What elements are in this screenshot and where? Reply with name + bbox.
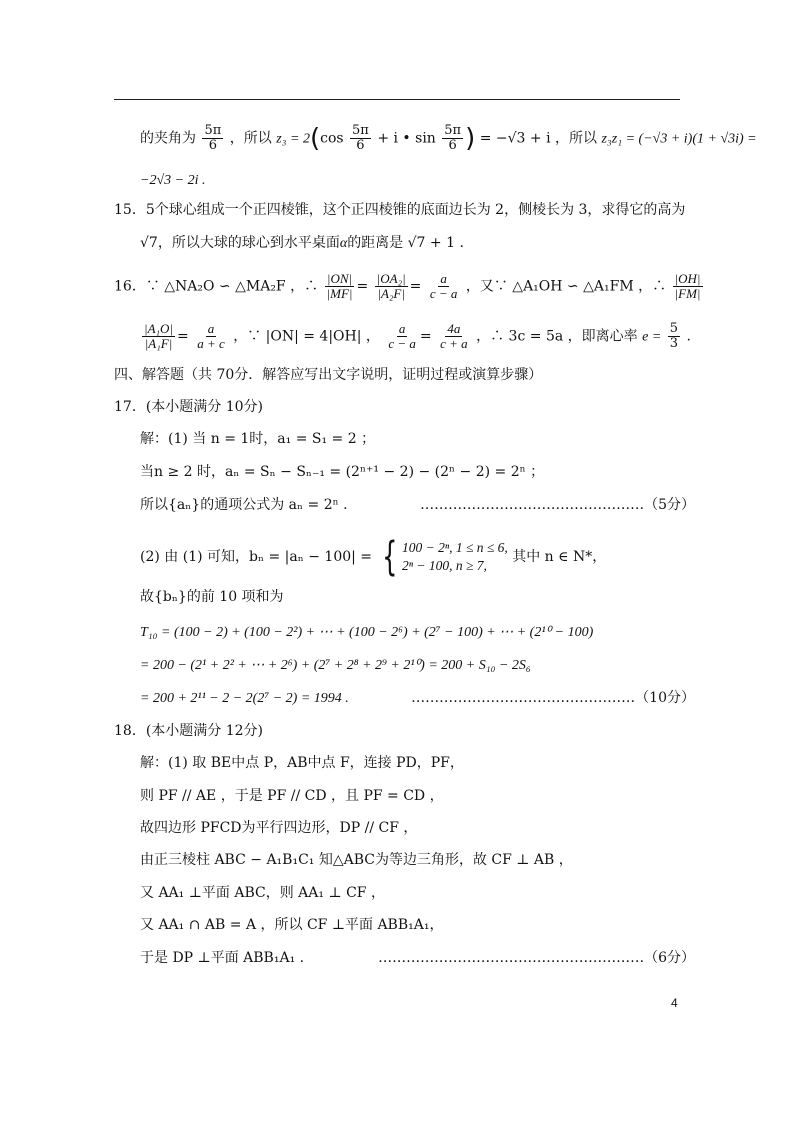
text: ，所以	[555, 130, 598, 147]
line-angle: 的夹角为 $\frac{5\pi}{6}$ ，所以 z₃ = 2(cos $\frac{5\pi}{6}$ + i • sin $\frac{5\pi}{6}$ ) = −√3 + i ，所以 z₃z₁ = (−√3 + i)(1 + √3i) =	[140, 123, 757, 154]
p15-line2	[140, 233, 464, 254]
q17-line: 所以{aₙ}的通项公式为 aₙ = 2ⁿ .	[140, 497, 348, 513]
p15-line1: 15．5个球心组成一个正四棱锥，这个正四棱锥的底面边长为 2，侧棱长为 3，求得它的高为	[114, 202, 686, 218]
fraction: $\frac{4a}{c + a}$	[440, 321, 468, 351]
q18-line: 又 AA₁ ∩ AB = A ，所以 CF ⊥平面 ABB₁A₁，	[140, 917, 444, 933]
q17-line: = 200 − (2¹ + 2² + ⋯ + 2⁶) + (2⁷ + 2⁸ + 2⁹ + 2¹⁰) = 200 + S₁₀ − 2S₆	[140, 658, 531, 673]
text: 的夹角为	[140, 130, 196, 147]
fraction: $\frac{5\pi}{6}$	[352, 123, 369, 153]
text: ，∵ |ON| = 4|OH| ，	[233, 328, 380, 345]
text: ，所以	[229, 130, 272, 147]
math: + i • sin	[377, 130, 436, 147]
page-number: 4	[671, 996, 678, 1010]
fraction: $\frac{5}{3}$	[669, 321, 679, 351]
q17-line: T₁₀ = (100 − 2) + (100 − 2²) + ⋯ + (100 − 2⁶) + (2⁷ − 100) + ⋯ + (2¹⁰ − 100)	[140, 625, 594, 640]
text: (2) 由 (1) 可知，bₙ = |aₙ − 100| =	[140, 549, 373, 565]
text: ，又∵ △A₁OH ∽ △A₁FM ，∴	[465, 278, 667, 295]
q17-line: 故{bₙ}的前 10 项和为	[140, 589, 284, 605]
math: .	[686, 328, 691, 345]
fraction: $\frac{5\pi}{6}$	[444, 123, 462, 153]
text: 的距离是	[347, 235, 404, 251]
section-heading: 四、解答题（共 70分．解答应写出文字说明，证明过程或演算步骤）	[114, 367, 543, 383]
q17-line: 解：(1) 当 n = 1时，a₁ = S₁ = 2 ；	[140, 431, 376, 447]
p16-line2: $\frac{\text{|A₁O|}}{\text{|A₁F|}}$ = $\frac{a}{a + c}$ ，∵ |ON| = 4|OH| ， $\frac{a}{c - a}$ = $\frac{4a}{c + a}$ ，∴ 3c = 5a ，即离心率 e = $\frac{5}{3}$ .	[144, 321, 691, 351]
math: cos	[320, 130, 344, 147]
q17-line: = 200 + 2¹¹ − 2 − 2(2⁷ − 2) = 1994 .	[140, 691, 349, 706]
q17-piecewise	[140, 534, 607, 580]
q18-line: 解：(1) 取 BE中点 P，AB中点 F，连接 PD，PF，	[140, 755, 464, 771]
score-mark: …………………………………………（10分）	[411, 690, 695, 706]
q18-line: 由正三棱柱 ABC − A₁B₁C₁ 知△ABC为等边三角形，故 CF ⊥ AB ，	[140, 852, 573, 868]
piecewise-brace: { 100 − 2ⁿ, 1 ≤ n ≤ 6, 2ⁿ − 100, n ≥ 7,	[381, 534, 508, 580]
q17-title: 17．(本小题满分 10分)	[114, 399, 264, 415]
fraction: $\frac{a}{c - a}$	[429, 271, 458, 301]
q17-line: 当n ≥ 2 时，aₙ = Sₙ − Sₙ₋₁ = (2ⁿ⁺¹ − 2) − (2ⁿ − 2) = 2ⁿ ；	[140, 464, 545, 480]
fraction: $\frac{a}{a + c}$	[197, 321, 225, 351]
fraction: $\frac{a}{c - a}$	[388, 321, 416, 351]
header-rule	[114, 99, 680, 100]
score-mark: …………………………………………（5分）	[420, 497, 695, 513]
math: √7 + 1	[407, 235, 456, 251]
p16-line1: 16．∵ △NA₂O ∽ △MA₂F ，∴ $\frac{|ON|}{|MF|}$ = $\frac{\text{|OA₂|}}{\text{|A₂F|}}$ = $\frac{a}{c - a}$ ，又∵ △A₁OH ∽ △A₁FM ，∴ $\frac{|OH|}{|FM|}$	[114, 271, 701, 301]
math: e =	[642, 329, 662, 345]
q18-line: 故四边形 PFCD为平行四边形，DP // CF ，	[140, 820, 418, 836]
fraction: $\frac{|ON|}{|MF|}$	[326, 271, 353, 301]
math: α	[339, 236, 348, 251]
math: √7	[140, 235, 158, 251]
q18-line: 则 PF // AE ，于是 PF // CD ，且 PF = CD ，	[140, 788, 444, 804]
fraction: $\frac{5\pi}{6}$	[204, 123, 222, 153]
math: z₃ = 2	[276, 131, 310, 147]
text: ，∴ 3c = 5a ，即离心率	[476, 328, 638, 345]
q18-line: 于是 DP ⊥平面 ABB₁A₁ .	[140, 950, 305, 966]
q18-line: 又 AA₁ ⊥平面 ABC，则 AA₁ ⊥ CF ，	[140, 885, 385, 901]
q18-title: 18．(本小题满分 12分)	[114, 723, 264, 739]
line-result: −2√3 − 2i .	[140, 173, 206, 188]
math: .	[459, 235, 464, 251]
fraction: $\frac{|OH|}{|FM|}$	[674, 271, 701, 301]
fraction: $\frac{\text{|A₁O|}}{\text{|A₁F|}}$	[144, 321, 173, 351]
text: 其中 n ∈ N*，	[512, 549, 607, 565]
math: z₃z₁ = (−√3 + i)(1 + √3i) =	[601, 131, 757, 147]
fraction: $\frac{\text{|OA₂|}}{\text{|A₂F|}}$	[376, 271, 406, 301]
text: 16．∵ △NA₂O ∽ △MA₂F ，∴	[114, 278, 319, 295]
math: = −√3 + i	[479, 130, 551, 147]
text: ，所以大球的球心到水平桌面	[157, 235, 340, 251]
score-mark: …………………………………………………（6分）	[378, 950, 695, 966]
